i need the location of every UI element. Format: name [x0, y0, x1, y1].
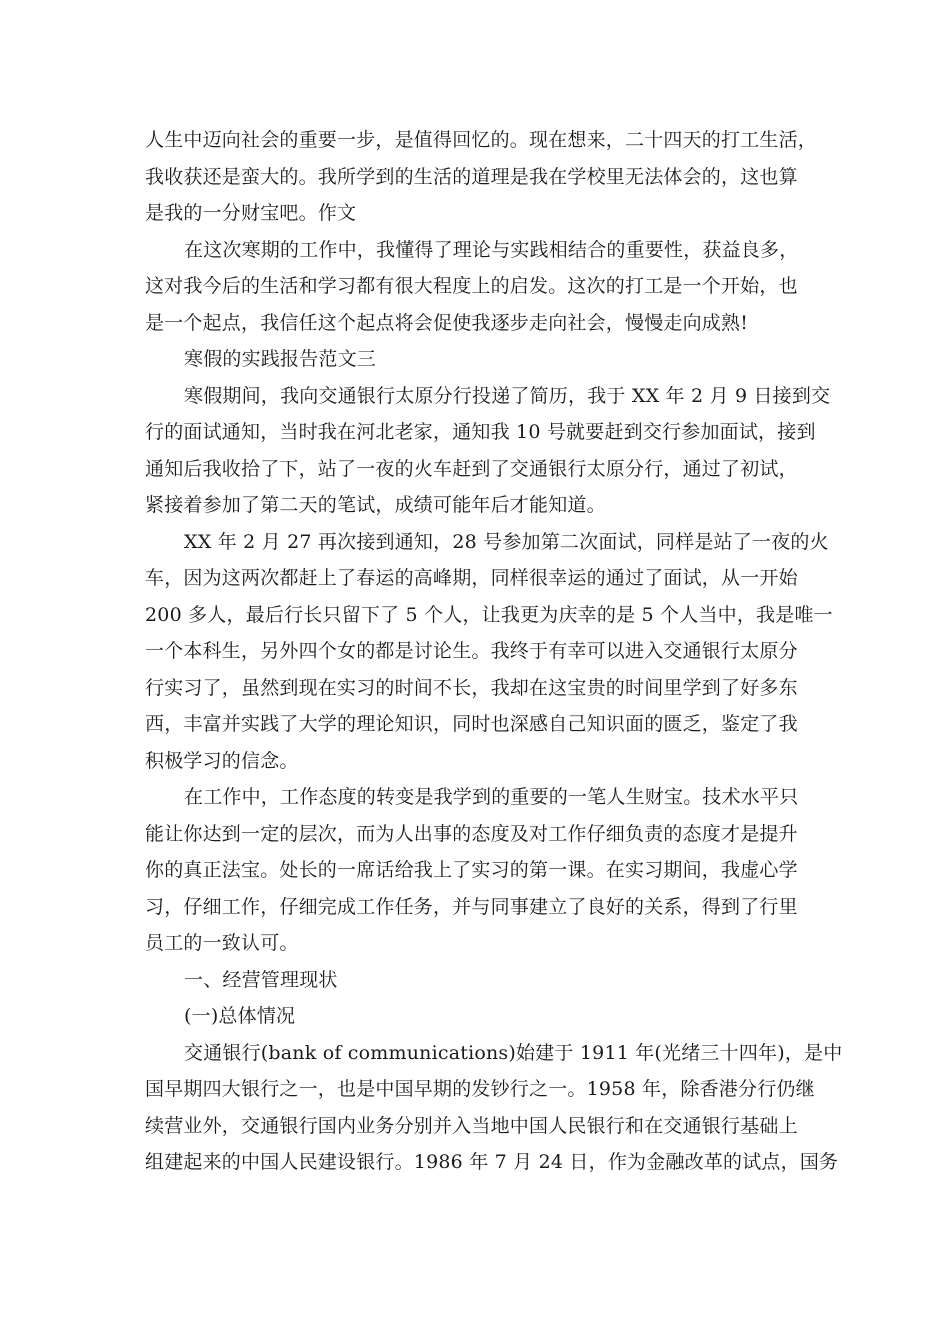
text-line: 200 多人，最后行长只留下了 5 个人，让我更为庆幸的是 5 个人当中，我是唯一: [145, 603, 833, 626]
text-line: 行实习了，虽然到现在实习的时间不长，我却在这宝贵的时间里学到了好多东: [145, 676, 798, 699]
document-body: [145, 122, 843, 1181]
text-line: 通知后我收拾了下，站了一夜的火车赶到了交通银行太原分行，通过了初试，: [145, 457, 798, 480]
text-line: 行的面试通知，当时我在河北老家，通知我 10 号就要赶到交行参加面试，接到: [145, 421, 816, 443]
text-line: 这对我今后的生活和学习都有很大程度上的启发。这次的打工是一个开始，也: [145, 275, 798, 297]
text-line: 人生中迈向社会的重要一步，是值得回忆的。现在想来，二十四天的打工生活，: [145, 129, 818, 151]
text-line: 西，丰富并实践了大学的理论知识，同时也深感自己知识面的匮乏，鉴定了我: [145, 713, 798, 735]
text-line: 你的真正法宝。处长的一席话给我上了实习的第一课。在实习期间，我虚心学: [145, 859, 798, 881]
text-line: 是我的一分财宝吧。作文: [145, 202, 357, 224]
text-line: 紧接着参加了第二天的笔试，成绩可能年后才能知道。: [145, 494, 606, 516]
text-line: 员工的一致认可。: [145, 932, 299, 954]
text-line: 车，因为这两次都赶上了春运的高峰期，同样很幸运的通过了面试，从一开始: [145, 567, 798, 589]
text-line: 习，仔细工作，仔细完成工作任务，并与同事建立了良好的关系，得到了行里: [145, 895, 798, 918]
text-line: 国早期四大银行之一，也是中国早期的发钞行之一。1958 年，除香港分行仍继: [145, 1078, 815, 1100]
text-line: 是一个起点，我信任这个起点将会促使我逐步走向社会，慢慢走向成熟!: [145, 311, 749, 334]
text-line: 积极学习的信念。: [145, 749, 299, 772]
text-line: 我收获还是蛮大的。我所学到的生活的道理是我在学校里无法体会的，这也算: [145, 165, 798, 188]
paragraph-start-line: 寒假的实践报告范文三: [184, 348, 377, 370]
text-line: 一个本科生，另外四个女的都是讨论生。我终于有幸可以进入交通银行太原分: [145, 640, 798, 662]
paragraph-start-line: 交通银行(bank of communications)始建于 1911 年(光绪三十四年)，是中: [184, 1041, 843, 1064]
paragraph-start-line: (一)总体情况: [184, 1005, 296, 1027]
paragraph-start-line: 一、经营管理现状: [184, 968, 338, 991]
text-line: 能让你达到一定的层次，而为人出事的态度及对工作仔细负责的态度才是提升: [145, 822, 798, 845]
paragraph-start-line: XX 年 2 月 27 再次接到通知，28 号参加第二次面试，同样是站了一夜的火: [184, 530, 829, 553]
paragraph-start-line: 寒假期间，我向交通银行太原分行投递了简历，我于 XX 年 2 月 9 日接到交: [184, 384, 831, 407]
text-line: 续营业外，交通银行国内业务分别并入当地中国人民银行和在交通银行基础上: [145, 1114, 798, 1137]
text-line: 组建起来的中国人民建设银行。1986 年 7 月 24 日，作为金融改革的试点，国务: [145, 1151, 839, 1173]
paragraph-start-line: 在这次寒期的工作中，我懂得了理论与实践相结合的重要性，获益良多，: [184, 238, 799, 261]
paragraph-start-line: 在工作中，工作态度的转变是我学到的重要的一笔人生财宝。技术水平只: [184, 786, 799, 808]
